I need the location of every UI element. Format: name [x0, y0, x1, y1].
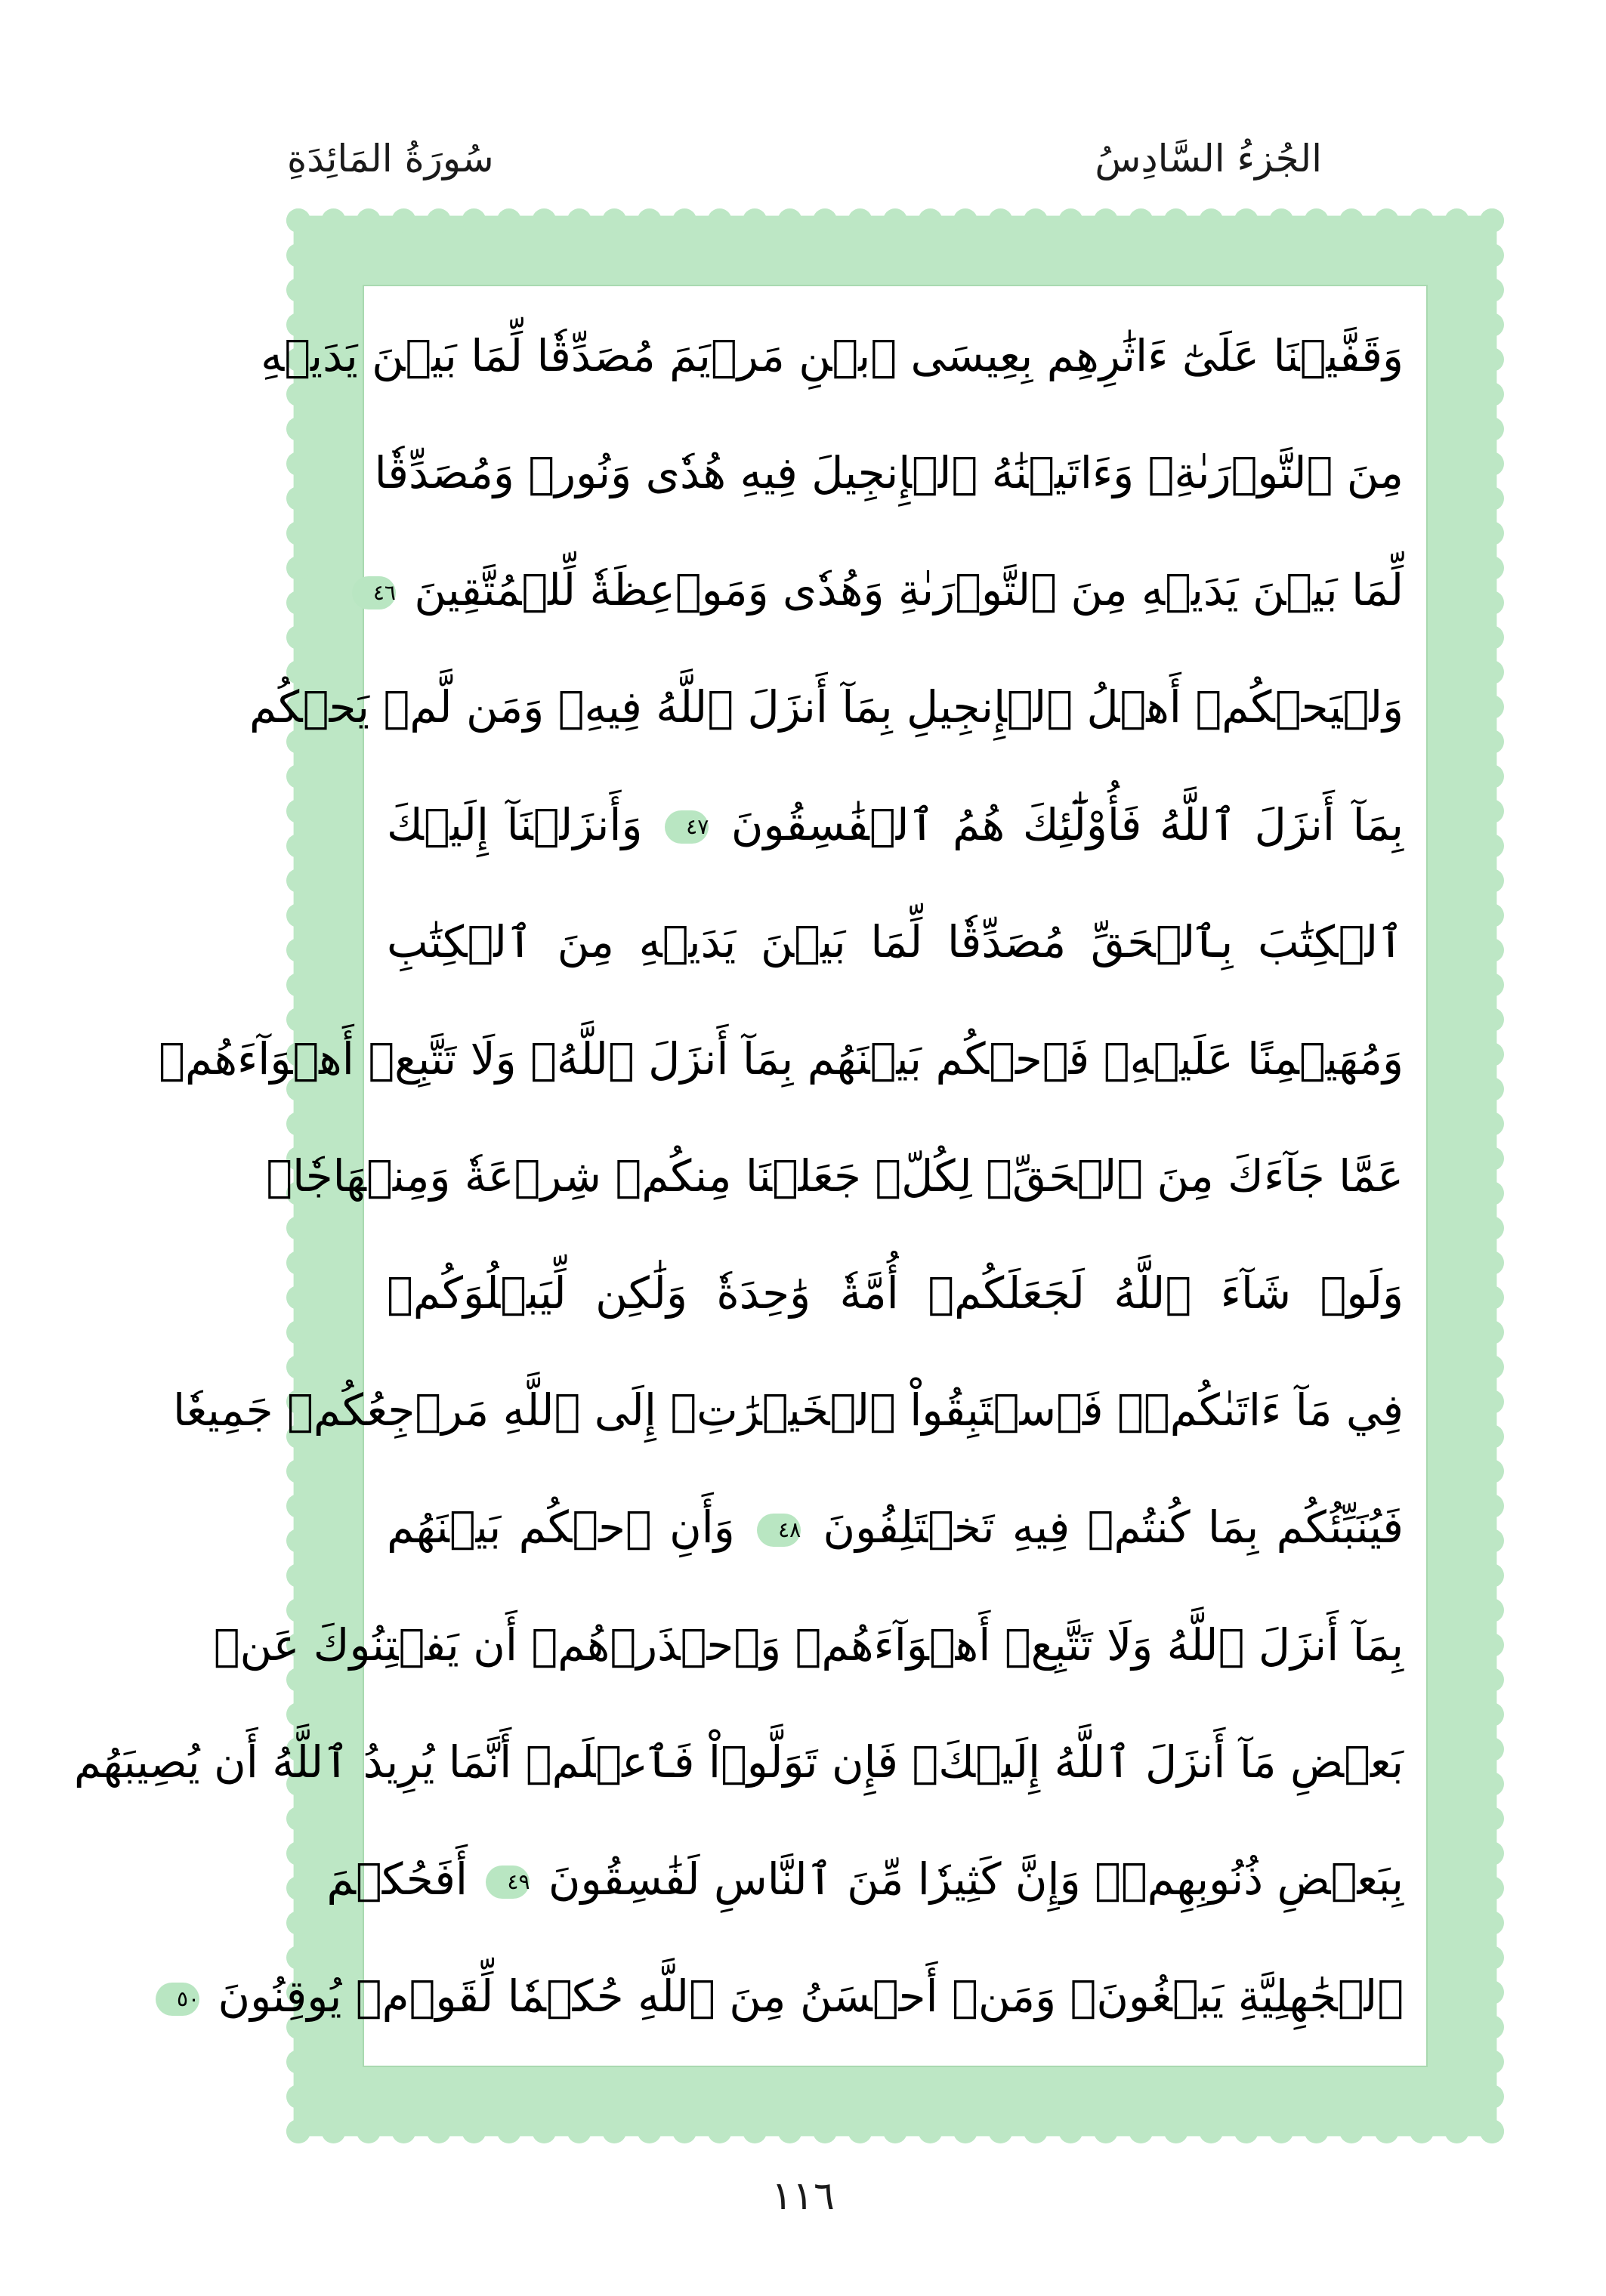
- frame-scallop: [1480, 1216, 1504, 1240]
- verse-text-continuation: أَفَحُكۡمَ: [326, 1853, 468, 1905]
- frame-scallop: [1164, 2119, 1188, 2143]
- frame-scallop: [1445, 208, 1469, 233]
- verse-text: فَيُنَبِّئُكُم بِمَا كُنتُمۡ فِيهِ تَخۡتَلِفُونَ: [823, 1501, 1404, 1554]
- frame-scallop: [1480, 2050, 1504, 2074]
- frame-scallop: [672, 208, 696, 233]
- frame-scallop: [1480, 1563, 1504, 1588]
- frame-scallop: [1480, 1946, 1504, 1970]
- frame-scallop: [1480, 869, 1504, 893]
- frame-scallop: [1480, 1980, 1504, 2004]
- verse-line: [326, 1828, 1404, 1930]
- verse-line: [387, 1242, 1404, 1344]
- frame-scallop: [1480, 486, 1504, 511]
- frame-scallop: [708, 2119, 732, 2143]
- frame-scallop: [286, 1529, 310, 1553]
- frame-scallop: [1199, 2119, 1223, 2143]
- frame-scallop: [1480, 347, 1504, 372]
- verse-text: فِي مَآ ءَاتَىٰكُمۡۖ فَٱسۡتَبِقُواْ ٱلۡخَيۡرَٰتِۚ إِلَى ٱللَّهِ مَرۡجِعُكُمۡ جَمِيعٗا: [173, 1384, 1404, 1437]
- frame-scallop: [1024, 2119, 1048, 2143]
- ayah-number-marker: ٤٩: [486, 1866, 530, 1899]
- verse-text-continuation: وَأَنِ ٱحۡكُم بَيۡنَهُم: [387, 1501, 735, 1554]
- frame-scallop: [1480, 243, 1504, 267]
- frame-scallop: [1480, 1598, 1504, 1622]
- frame-scallop: [813, 208, 837, 233]
- verse-line: [159, 1008, 1404, 1109]
- frame-scallop: [883, 2119, 907, 2143]
- frame-scallop: [286, 1563, 310, 1588]
- frame-scallop: [1480, 1529, 1504, 1553]
- ayah-number-marker: ٤٧: [665, 810, 709, 844]
- frame-scallop: [1480, 1668, 1504, 1692]
- verse-text: بِبَعۡضِ ذُنُوبِهِمۡۗ وَإِنَّ كَثِيرٗا مِّنَ ٱلنَّاسِ لَفَٰسِقُونَ: [548, 1853, 1404, 1905]
- frame-scallop: [1480, 1251, 1504, 1275]
- frame-scallop: [286, 243, 310, 267]
- frame-scallop: [286, 2085, 310, 2109]
- frame-scallop: [427, 2119, 451, 2143]
- frame-scallop: [953, 208, 977, 233]
- frame-scallop: [1024, 208, 1048, 233]
- frame-scallop: [286, 799, 310, 823]
- frame-scallop: [1480, 834, 1504, 858]
- verse-line: [213, 1594, 1404, 1696]
- frame-scallop: [1058, 208, 1083, 233]
- verse-text: وَلَوۡ شَآءَ ٱللَّهُ لَجَعَلَكُمۡ أُمَّةٗ وَٰحِدَةٗ وَلَٰكِن لِّيَبۡلُوَكُمۡ: [387, 1267, 1404, 1319]
- frame-scallop: [988, 2119, 1012, 2143]
- verse-line: [387, 1477, 1404, 1578]
- frame-scallop: [1480, 1181, 1504, 1205]
- frame-scallop: [813, 2119, 837, 2143]
- page-number: ١١٦: [771, 2174, 835, 2219]
- verse-line: [173, 1359, 1404, 1461]
- frame-scallop: [286, 521, 310, 545]
- frame-scallop: [1480, 382, 1504, 406]
- frame-scallop: [1480, 1911, 1504, 1935]
- frame-scallop: [1480, 1807, 1504, 1831]
- verse-line: [249, 656, 1404, 758]
- frame-scallop: [391, 2119, 415, 2143]
- frame-scallop: [1480, 1077, 1504, 1101]
- verse-text: بِمَآ أَنزَلَ ٱللَّهُ فَأُوْلَٰٓئِكَ هُمُ ٱلۡفَٰسِقُونَ: [730, 798, 1404, 850]
- verse-text: ٱلۡجَٰهِلِيَّةِ يَبۡغُونَۚ وَمَنۡ أَحۡسَنُ مِنَ ٱللَّهِ حُكۡمٗا لِّقَوۡمٖ يُوقِنُونَ: [218, 1970, 1404, 2022]
- verse-text: وَلۡيَحۡكُمۡ أَهۡلُ ٱلۡإِنجِيلِ بِمَآ أَنزَلَ ٱللَّهُ فِيهِۚ وَمَن لَّمۡ يَحۡكُم: [249, 681, 1404, 733]
- frame-scallop: [1480, 278, 1504, 302]
- frame-scallop: [1480, 938, 1504, 962]
- frame-scallop: [286, 1285, 310, 1310]
- frame-scallop: [638, 2119, 662, 2143]
- frame-scallop: [1129, 2119, 1153, 2143]
- frame-scallop: [286, 903, 310, 927]
- frame-scallop: [286, 1494, 310, 1518]
- verse-text-continuation: وَأَنزَلۡنَآ إِلَيۡكَ: [387, 798, 643, 850]
- ayah-number-marker: ٤٦: [352, 576, 396, 609]
- frame-scallop: [1269, 208, 1293, 233]
- frame-scallop: [1269, 2119, 1293, 2143]
- frame-scallop: [1480, 2015, 1504, 2039]
- verse-text: مِنَ ٱلتَّوۡرَىٰةِۖ وَءَاتَيۡنَٰهُ ٱلۡإِنجِيلَ فِيهِ هُدٗى وَنُورٞ وَمُصَدِّقٗا: [374, 447, 1404, 499]
- ayah-number-marker: ٤٨: [757, 1514, 801, 1547]
- frame-scallop: [286, 625, 310, 650]
- frame-scallop: [1480, 1702, 1504, 1727]
- verse-line: [261, 305, 1404, 406]
- frame-scallop: [1480, 764, 1504, 788]
- frame-scallop: [427, 208, 451, 233]
- frame-scallop: [1480, 1285, 1504, 1310]
- frame-scallop: [1480, 1772, 1504, 1796]
- verse-line: [387, 774, 1404, 875]
- frame-scallop: [1480, 660, 1504, 684]
- frame-scallop: [286, 938, 310, 962]
- frame-scallop: [1094, 208, 1118, 233]
- frame-scallop: [1480, 1042, 1504, 1066]
- frame-scallop: [286, 1459, 310, 1483]
- verse-text: وَمُهَيۡمِنًا عَلَيۡهِۖ فَٱحۡكُم بَيۡنَهُم بِمَآ أَنزَلَ ٱللَّهُۖ وَلَا تَتَّبِعۡ أَهۡوَآءَهُمۡ: [159, 1032, 1404, 1085]
- frame-scallop: [357, 2119, 381, 2143]
- frame-scallop: [567, 2119, 591, 2143]
- frame-scallop: [1094, 2119, 1118, 2143]
- frame-scallop: [286, 1841, 310, 1866]
- verse-line: [387, 891, 1404, 992]
- frame-scallop: [1375, 2119, 1399, 2143]
- frame-scallop: [532, 2119, 556, 2143]
- frame-scallop: [1480, 973, 1504, 997]
- frame-scallop: [1480, 417, 1504, 441]
- frame-scallop: [321, 2119, 345, 2143]
- frame-scallop: [778, 2119, 802, 2143]
- frame-scallop: [778, 208, 802, 233]
- verse-line: [176, 1946, 1404, 2047]
- frame-scallop: [672, 2119, 696, 2143]
- frame-scallop: [462, 208, 486, 233]
- frame-scallop: [1480, 1146, 1504, 1171]
- verse-text: عَمَّا جَآءَكَ مِنَ ٱلۡحَقِّۚ لِكُلّٖ جَعَلۡنَا مِنكُمۡ شِرۡعَةٗ وَمِنۡهَاجٗاۚ: [266, 1150, 1404, 1202]
- decorative-frame: [73, 198, 1515, 2154]
- frame-scallop: [1480, 521, 1504, 545]
- frame-scallop: [1480, 2085, 1504, 2109]
- frame-scallop: [286, 834, 310, 858]
- verse-line: [73, 1711, 1404, 1813]
- frame-scallop: [1445, 2119, 1469, 2143]
- frame-scallop: [988, 208, 1012, 233]
- frame-scallop: [286, 2050, 310, 2074]
- frame-scallop: [567, 208, 591, 233]
- frame-scallop: [1480, 1876, 1504, 1900]
- frame-scallop: [883, 208, 907, 233]
- frame-scallop: [497, 2119, 521, 2143]
- verse-line: [372, 539, 1404, 640]
- frame-scallop: [286, 1876, 310, 1900]
- frame-scallop: [286, 208, 310, 233]
- frame-scallop: [1339, 2119, 1364, 2143]
- frame-scallop: [1339, 208, 1364, 233]
- frame-scallop: [602, 208, 626, 233]
- frame-scallop: [1234, 208, 1259, 233]
- verse-text: وَقَفَّيۡنَا عَلَىٰٓ ءَاثَٰرِهِم بِعِيسَى ٱبۡنِ مَرۡيَمَ مُصَدِّقٗا لِّمَا بَيۡنَ يَدَيۡهِ: [261, 330, 1404, 381]
- frame-scallop: [602, 2119, 626, 2143]
- frame-scallop: [1480, 556, 1504, 580]
- verse-text: بَعۡضِ مَآ أَنزَلَ ٱللَّهُ إِلَيۡكَۖ فَإِن تَوَلَّوۡاْ فَٱعۡلَمۡ أَنَّمَا يُرِيدُ ٱللَّهُ أَن يُصِيبَهُم: [73, 1736, 1404, 1788]
- frame-scallop: [286, 1320, 310, 1344]
- frame-scallop: [708, 208, 732, 233]
- frame-scallop: [1480, 591, 1504, 615]
- frame-scallop: [286, 556, 310, 580]
- frame-scallop: [1199, 208, 1223, 233]
- frame-scallop: [1058, 2119, 1083, 2143]
- frame-scallop: [1164, 208, 1188, 233]
- page-header: [287, 121, 1322, 196]
- frame-scallop: [743, 208, 767, 233]
- frame-scallop: [1480, 1424, 1504, 1449]
- frame-scallop: [391, 208, 415, 233]
- frame-scallop: [1480, 208, 1504, 233]
- frame-scallop: [286, 2119, 310, 2143]
- frame-scallop: [1234, 2119, 1259, 2143]
- verse-text: لِّمَا بَيۡنَ يَدَيۡهِ مِنَ ٱلتَّوۡرَىٰةِ وَهُدٗى وَمَوۡعِظَةٗ لِّلۡمُتَّقِينَ: [414, 564, 1404, 616]
- frame-scallop: [286, 486, 310, 511]
- frame-scallop: [286, 591, 310, 615]
- frame-scallop: [532, 208, 556, 233]
- text-area: [73, 285, 1428, 2067]
- frame-scallop: [1480, 2119, 1504, 2143]
- frame-scallop: [1305, 208, 1329, 233]
- verse-text: بِمَآ أَنزَلَ ٱللَّهُ وَلَا تَتَّبِعۡ أَهۡوَآءَهُمۡ وَٱحۡذَرۡهُمۡ أَن يَفۡتِنُوكَ عَنۢ: [213, 1619, 1404, 1671]
- frame-scallop: [462, 2119, 486, 2143]
- frame-scallop: [286, 278, 310, 302]
- frame-scallop: [1480, 313, 1504, 337]
- frame-scallop: [1480, 452, 1504, 476]
- frame-scallop: [1480, 1494, 1504, 1518]
- frame-scallop: [286, 452, 310, 476]
- frame-scallop: [1480, 1841, 1504, 1866]
- frame-scallop: [1480, 1459, 1504, 1483]
- frame-scallop: [1480, 799, 1504, 823]
- frame-scallop: [1480, 1737, 1504, 1761]
- frame-scallop: [1480, 1355, 1504, 1379]
- frame-scallop: [918, 208, 942, 233]
- frame-scallop: [286, 1911, 310, 1935]
- verse-line: [374, 422, 1404, 523]
- frame-scallop: [1480, 903, 1504, 927]
- verse-text: ٱلۡكِتَٰبَ بِٱلۡحَقِّ مُصَدِّقٗا لِّمَا بَيۡنَ يَدَيۡهِ مِنَ ٱلۡكِتَٰبِ: [387, 915, 1404, 967]
- frame-scallop: [638, 208, 662, 233]
- frame-scallop: [743, 2119, 767, 2143]
- frame-scallop: [1480, 625, 1504, 650]
- frame-scallop: [357, 208, 381, 233]
- frame-scallop: [1129, 208, 1153, 233]
- verse-lines: [73, 305, 1404, 2047]
- frame-scallop: [848, 208, 872, 233]
- frame-scallop: [286, 417, 310, 441]
- frame-scallop: [1305, 2119, 1329, 2143]
- ayah-number-marker: ٥٠: [156, 1983, 199, 2016]
- surah-title: سُورَةُ المَائِدَةِ: [287, 137, 494, 181]
- frame-scallop: [286, 973, 310, 997]
- frame-scallop: [321, 208, 345, 233]
- frame-scallop: [286, 764, 310, 788]
- frame-scallop: [1375, 208, 1399, 233]
- frame-scallop: [1480, 1320, 1504, 1344]
- frame-scallop: [1480, 1633, 1504, 1657]
- frame-scallop: [497, 208, 521, 233]
- frame-scallop: [953, 2119, 977, 2143]
- frame-scallop: [1410, 2119, 1434, 2143]
- frame-scallop: [1480, 730, 1504, 754]
- frame-scallop: [1480, 1390, 1504, 1414]
- frame-scallop: [1480, 1112, 1504, 1136]
- frame-scallop: [848, 2119, 872, 2143]
- frame-scallop: [286, 1251, 310, 1275]
- frame-scallop: [918, 2119, 942, 2143]
- frame-scallop: [286, 869, 310, 893]
- frame-scallop: [1480, 1008, 1504, 1032]
- juz-title: الجُزءُ السَّادِسُ: [1095, 137, 1322, 181]
- frame-scallop: [1480, 695, 1504, 719]
- frame-scallop: [1410, 208, 1434, 233]
- verse-line: [266, 1125, 1404, 1227]
